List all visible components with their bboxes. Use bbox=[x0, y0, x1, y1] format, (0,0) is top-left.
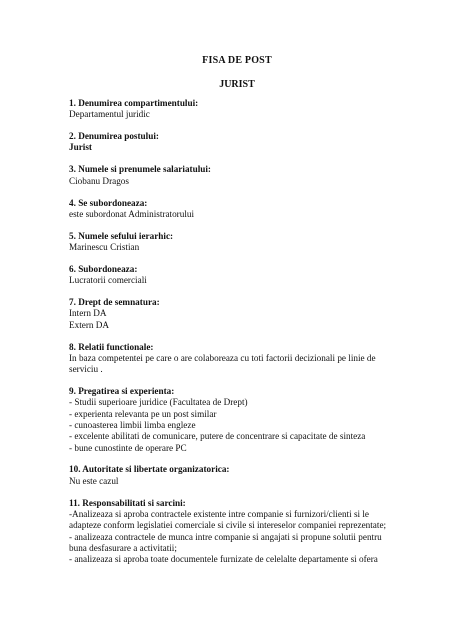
section-text: Marinescu Cristian bbox=[69, 242, 140, 253]
section-employee-name bbox=[69, 164, 409, 187]
section-responsibilities bbox=[69, 498, 409, 566]
list-item: buna desfasurare a activitatii; bbox=[69, 542, 177, 553]
list-item: - analizeaza si aproba toate documentele furnizate de celelalte departamente si ofera bbox=[69, 554, 378, 565]
list-item: - analizeaza contractele de munca intre companie si angajati si propune solutii pentru bbox=[69, 531, 382, 542]
section-manager-name bbox=[69, 231, 409, 254]
section-position bbox=[69, 131, 409, 154]
section-text: Jurist bbox=[69, 142, 92, 153]
section-authority bbox=[69, 464, 409, 487]
section-training-experience bbox=[69, 386, 409, 454]
section-heading: 10. Autoritate si libertate organizatorica: bbox=[69, 464, 230, 475]
section-signature-right bbox=[69, 297, 409, 331]
section-heading: 1. Denumirea compartimentului: bbox=[69, 98, 199, 108]
list-item: -Analizeaza si aproba contractele existente intre companie si furnizori/clienti si le bbox=[69, 508, 369, 519]
document-subtitle: JURIST bbox=[219, 79, 255, 90]
section-heading: 5. Numele sefului ierarhic: bbox=[69, 230, 174, 241]
section-heading: 9. Pregatirea si experienta: bbox=[69, 386, 175, 397]
section-text: Departamentul juridic bbox=[69, 109, 150, 120]
section-text: Nu este cazul bbox=[69, 475, 119, 486]
section-heading: 6. Subordoneaza: bbox=[69, 263, 138, 274]
list-item: - experienta relevanta pe un post similar bbox=[69, 408, 217, 419]
section-text: Ciobanu Dragos bbox=[69, 175, 129, 186]
section-heading: 8. Relatii functionale: bbox=[69, 341, 154, 352]
section-subordinate-to bbox=[69, 198, 409, 221]
list-item: - excelente abilitati de comunicare, putere de concentrare si capacitate de sinteza bbox=[69, 431, 366, 442]
section-functional-relations bbox=[69, 342, 409, 376]
section-heading: 3. Numele si prenumele salariatului: bbox=[69, 164, 211, 175]
section-text: este subordonat Administratorului bbox=[69, 208, 195, 219]
section-text: Intern DA bbox=[69, 308, 107, 319]
list-item: - cunoasterea limbii limba engleze bbox=[69, 419, 196, 430]
list-item: - Studii superioare juridice (Facultatea de Drept) bbox=[69, 397, 248, 408]
section-text: In baza competentei pe care o are colaboreaza cu toti factorii decizionali pe linie de bbox=[69, 352, 376, 363]
section-text: Extern DA bbox=[69, 319, 110, 330]
list-item: adapteze conform legislatiei comerciale si civile si intereselor companiei reprezentate; bbox=[69, 520, 387, 531]
list-item: - bune cunostinte de operare PC bbox=[69, 442, 187, 453]
section-heading: 7. Drept de semnatura: bbox=[69, 297, 160, 308]
document-title: FISA DE POST bbox=[202, 55, 272, 66]
section-heading: 2. Denumirea postului: bbox=[69, 131, 159, 142]
section-heading: 4. Se subordoneaza: bbox=[69, 197, 148, 208]
section-text: Lucratorii comerciali bbox=[69, 275, 147, 286]
section-text: serviciu . bbox=[69, 364, 103, 375]
section-heading: 11. Responsabilitati si sarcini: bbox=[69, 497, 186, 508]
document-body bbox=[69, 98, 409, 576]
section-subordinates bbox=[69, 264, 409, 287]
section-compartment bbox=[69, 98, 409, 121]
